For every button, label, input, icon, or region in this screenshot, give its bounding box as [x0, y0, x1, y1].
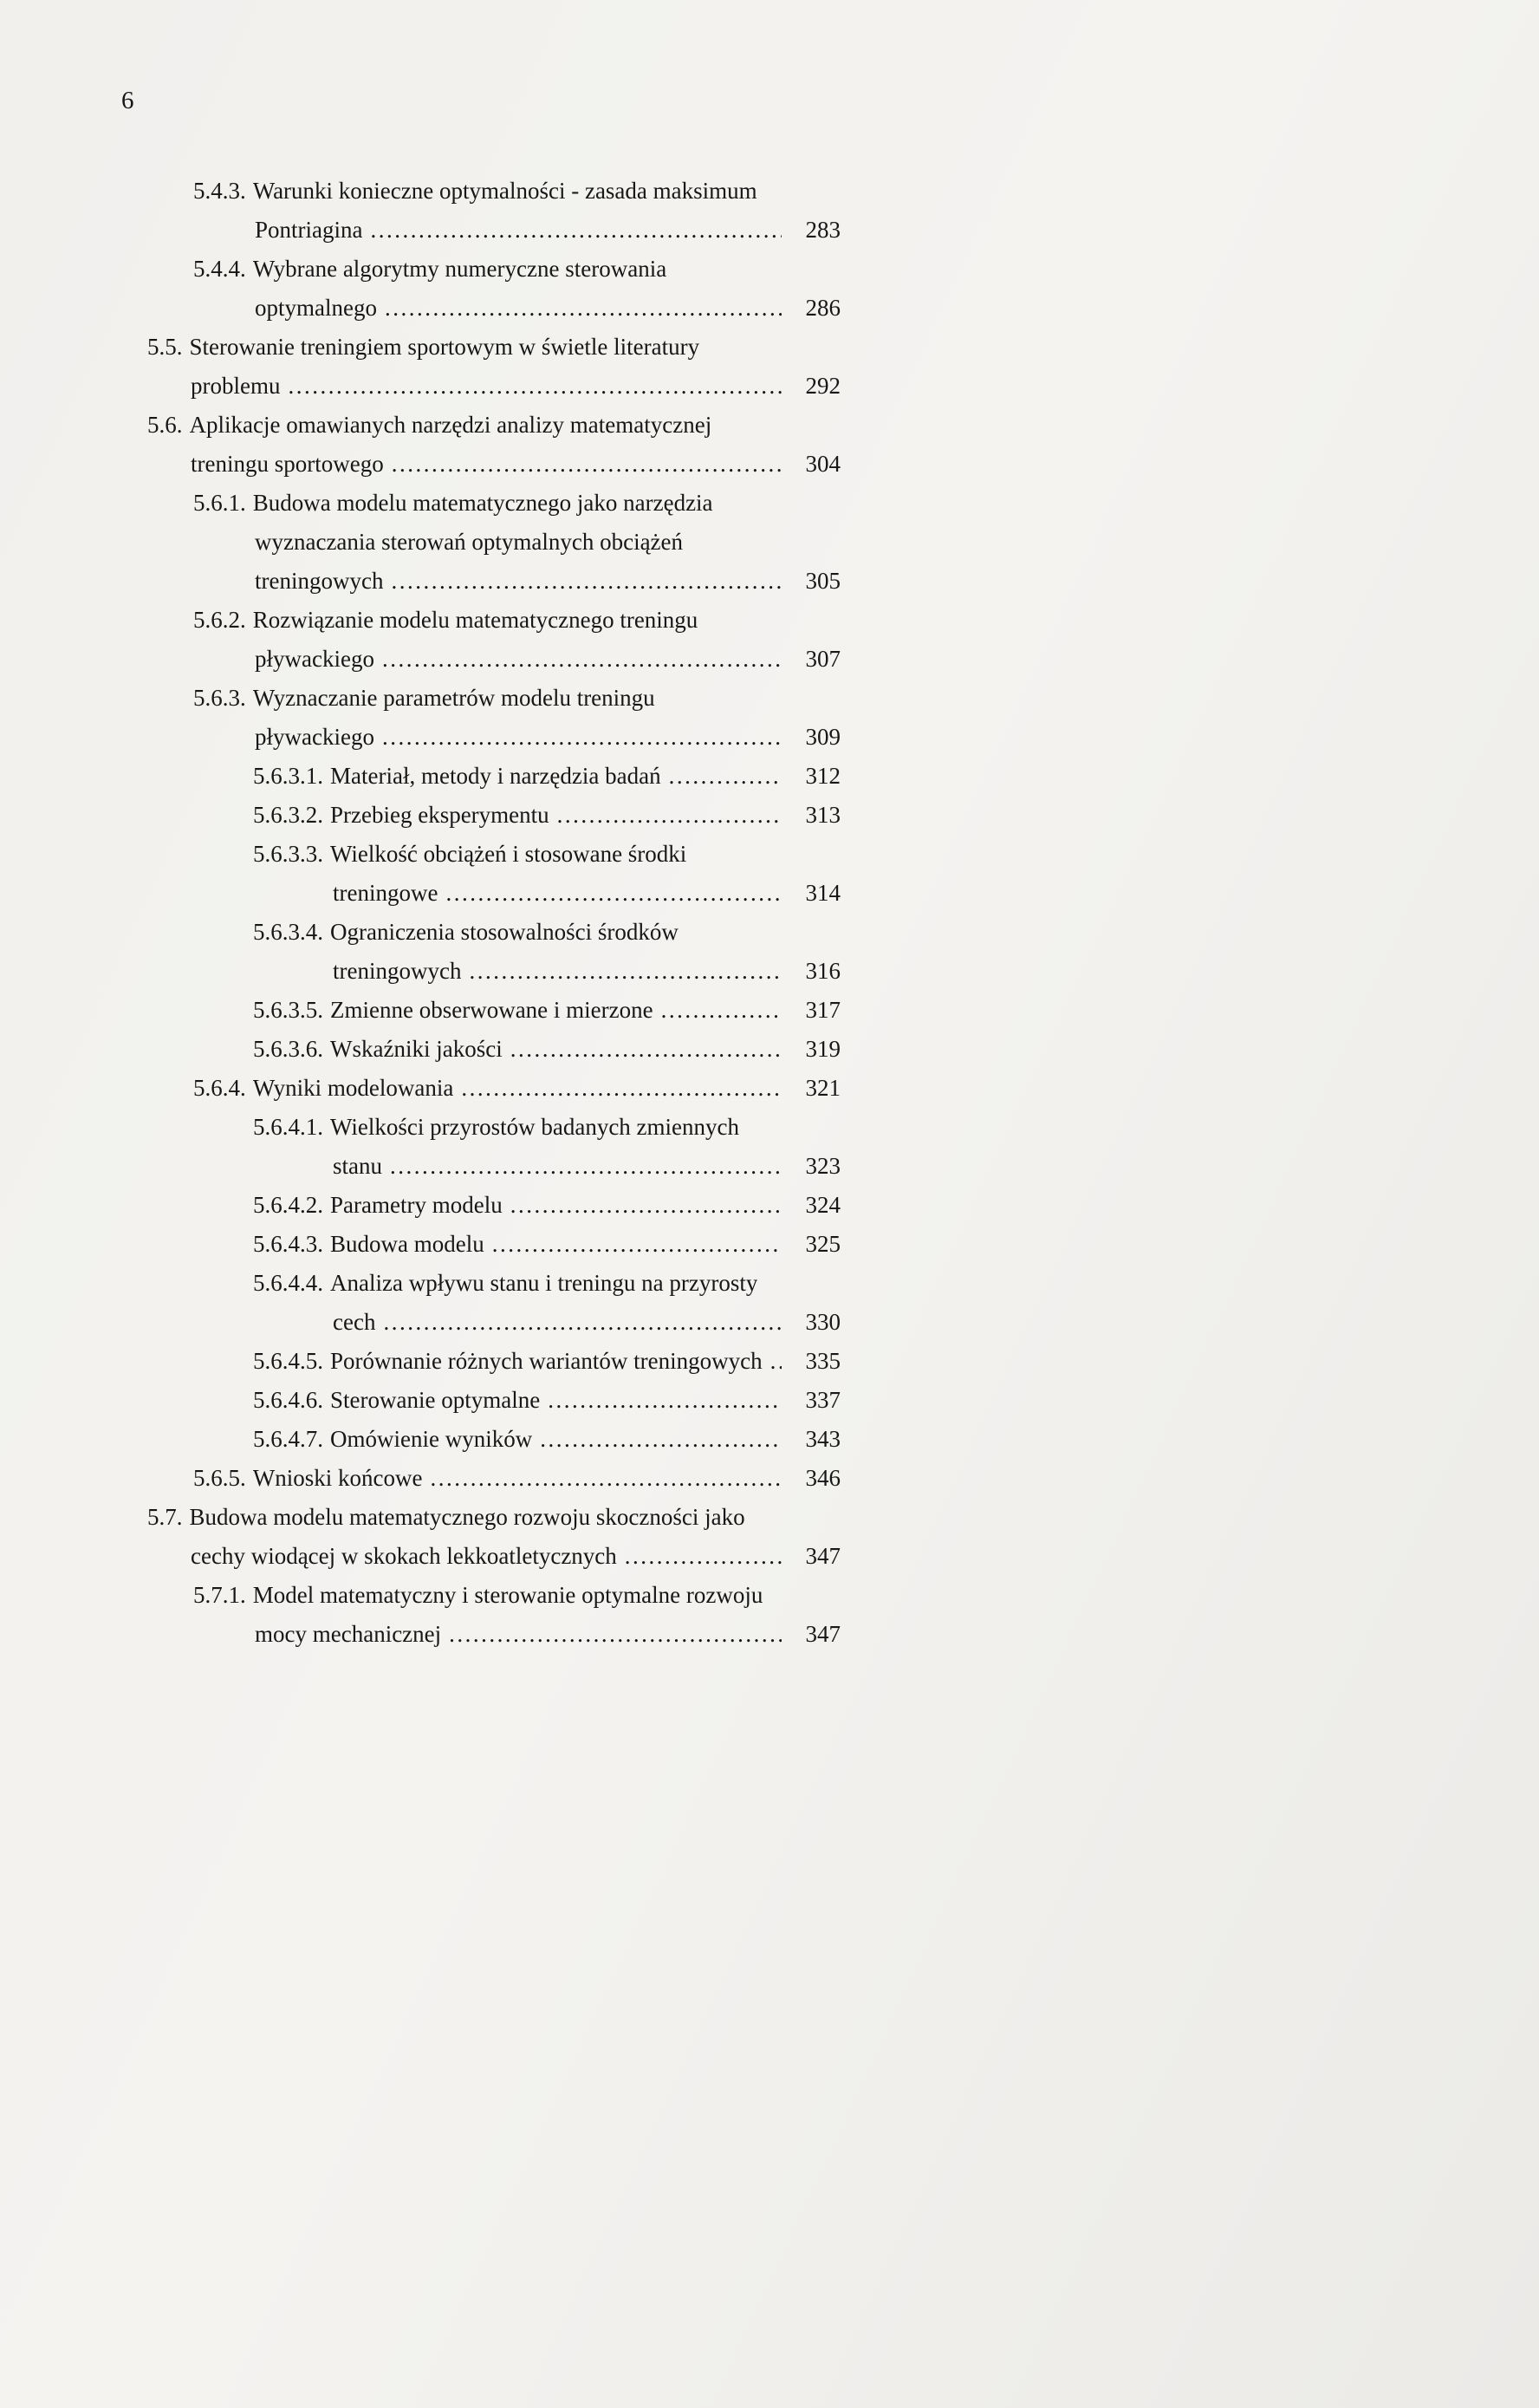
dot-leader — [445, 874, 782, 913]
toc-page-ref: 309 — [805, 724, 841, 750]
toc-line — [147, 289, 841, 328]
toc-page-ref: 292 — [805, 373, 841, 399]
toc-page-ref: 347 — [805, 1543, 841, 1569]
dot-leader — [390, 1147, 782, 1186]
toc-line — [147, 328, 841, 367]
toc-entry — [147, 328, 841, 406]
toc-entry — [147, 1459, 841, 1498]
toc-entry-number: 5.6.1. — [193, 490, 246, 516]
toc-entry-title: Sterowanie treningiem sportowym w świetle literatury — [189, 334, 700, 360]
toc-entry-number: 5.6.4.3. — [253, 1231, 323, 1257]
toc-page-ref: 335 — [805, 1348, 841, 1374]
toc-page-ref: 319 — [805, 1036, 841, 1062]
toc-line — [147, 1537, 841, 1576]
toc-entry-number: 5.6.4.1. — [253, 1114, 323, 1140]
toc-entry-title: Rozwiązanie modelu matematycznego treningu — [252, 607, 698, 633]
toc-page-ref: 286 — [805, 295, 841, 321]
toc-entry-title: Materiał, metody i narzędzia badań — [330, 763, 661, 789]
dot-leader — [469, 952, 782, 991]
toc-line — [147, 1459, 841, 1498]
toc-line — [147, 1615, 841, 1654]
toc-entry-title: Wybrane algorytmy numeryczne sterowania — [252, 256, 667, 282]
toc-entry-title: Budowa modelu matematycznego jako narzędzia — [252, 490, 713, 516]
toc-entry — [147, 250, 841, 328]
toc-line — [147, 679, 841, 718]
toc-line — [147, 913, 841, 952]
dot-leader — [625, 1537, 782, 1576]
toc-page-ref: 337 — [805, 1387, 841, 1413]
dot-leader — [557, 796, 782, 835]
toc-entry — [147, 757, 841, 796]
toc-page-ref: 316 — [805, 958, 841, 984]
toc-entry-title: problemu — [191, 373, 281, 399]
toc-entry-number: 5.6.3.1. — [253, 763, 323, 789]
toc-entry-title: Aplikacje omawianych narzędzi analizy matematycznej — [189, 412, 712, 438]
toc-line — [147, 1576, 841, 1615]
toc-entry-title: mocy mechanicznej — [255, 1621, 442, 1647]
dot-leader — [461, 1069, 782, 1108]
dot-leader — [382, 718, 782, 757]
dot-leader — [540, 1420, 782, 1459]
toc-line — [147, 757, 841, 796]
toc-page-ref: 313 — [805, 802, 841, 828]
toc-entry-title: cechy wiodącej w skokach lekkoatletycznych — [191, 1543, 617, 1569]
toc-page-ref: 312 — [805, 763, 841, 789]
toc-entry-number: 5.6.3.4. — [253, 919, 323, 945]
toc-entry-number: 5.6.4.4. — [253, 1270, 323, 1296]
toc-entry — [147, 1576, 841, 1654]
toc-line — [147, 172, 841, 211]
toc-line — [147, 523, 841, 562]
toc-line — [147, 874, 841, 913]
toc-page-ref: 283 — [805, 217, 841, 243]
toc-line — [147, 250, 841, 289]
toc-line — [147, 1381, 841, 1420]
toc-entry-title: Przebieg eksperymentu — [330, 802, 549, 828]
toc-entry-title: Pontriagina — [255, 217, 363, 243]
toc-line — [147, 1030, 841, 1069]
toc-line — [147, 796, 841, 835]
toc-entry — [147, 1186, 841, 1225]
toc-entry-title: Model matematyczny i sterowanie optymalne rozwoju — [252, 1582, 763, 1608]
toc-line — [147, 1420, 841, 1459]
dot-leader — [430, 1459, 782, 1498]
page-number: 6 — [121, 87, 134, 114]
dot-leader — [370, 211, 782, 250]
toc-entry-number: 5.6.3.2. — [253, 802, 323, 828]
toc-line — [147, 1498, 841, 1537]
dot-leader — [392, 445, 782, 484]
toc-page-ref: 325 — [805, 1231, 841, 1257]
toc-line — [147, 445, 841, 484]
toc-entry-title: pływackiego — [255, 724, 374, 750]
toc-entry — [147, 1264, 841, 1342]
dot-leader — [385, 289, 782, 328]
toc-entry — [147, 1420, 841, 1459]
dot-leader — [770, 1342, 782, 1381]
toc-entry-number: 5.6.4.2. — [253, 1192, 323, 1218]
toc-line — [147, 1147, 841, 1186]
toc-line — [147, 367, 841, 406]
toc-entry — [147, 1030, 841, 1069]
toc-entry-title: Wyniki modelowania — [252, 1075, 454, 1101]
toc-line — [147, 1069, 841, 1108]
toc-entry-title: Budowa modelu matematycznego rozwoju skoczności jako — [189, 1504, 745, 1530]
toc-entry — [147, 1225, 841, 1264]
toc-line — [147, 211, 841, 250]
toc-page-ref: 305 — [805, 568, 841, 594]
toc-entry-title: Warunki konieczne optymalności - zasada maksimum — [252, 178, 757, 204]
dot-leader — [661, 991, 782, 1030]
toc-line — [147, 1342, 841, 1381]
toc-line — [147, 952, 841, 991]
toc-line — [147, 484, 841, 523]
toc-line — [147, 1108, 841, 1147]
toc-page-ref: 346 — [805, 1465, 841, 1491]
toc — [147, 172, 841, 1654]
toc-entry-title: treningowych — [255, 568, 384, 594]
toc-line — [147, 1225, 841, 1264]
toc-entry-number: 5.7.1. — [193, 1582, 246, 1608]
toc-entry — [147, 1381, 841, 1420]
dot-leader — [510, 1030, 782, 1069]
toc-entry — [147, 1069, 841, 1108]
toc-line — [147, 1186, 841, 1225]
toc-line — [147, 562, 841, 601]
toc-line — [147, 991, 841, 1030]
toc-entry — [147, 601, 841, 679]
toc-entry-title: Wielkość obciążeń i stosowane środki — [330, 841, 687, 867]
dot-leader — [510, 1186, 782, 1225]
toc-entry-number: 5.6. — [147, 412, 183, 438]
toc-entry-number: 5.6.2. — [193, 607, 246, 633]
toc-entry — [147, 1498, 841, 1576]
toc-page-ref: 307 — [805, 646, 841, 672]
toc-entry — [147, 406, 841, 484]
toc-entry-title: Ograniczenia stosowalności środków — [330, 919, 679, 945]
toc-entry — [147, 484, 841, 601]
toc-line — [147, 1264, 841, 1303]
toc-entry — [147, 679, 841, 757]
toc-entry-title: treningowych — [333, 958, 462, 984]
toc-entry-title: Wskaźniki jakości — [330, 1036, 503, 1062]
toc-entry-number: 5.6.3.5. — [253, 997, 323, 1023]
toc-entry-number: 5.4.4. — [193, 256, 246, 282]
toc-entry — [147, 172, 841, 250]
toc-entry-title: Analiza wpływu stanu i treningu na przyrosty — [330, 1270, 758, 1296]
toc-entry-number: 5.6.5. — [193, 1465, 246, 1491]
toc-entry-title: Omówienie wyników — [330, 1426, 533, 1452]
toc-line — [147, 718, 841, 757]
toc-entry-title: wyznaczania sterowań optymalnych obciążeń — [255, 529, 684, 555]
toc-entry-title: Sterowanie optymalne — [330, 1387, 541, 1413]
toc-entry-number: 5.7. — [147, 1504, 183, 1530]
toc-page-ref: 323 — [805, 1153, 841, 1179]
toc-entry — [147, 1108, 841, 1186]
toc-entry-title: stanu — [333, 1153, 382, 1179]
toc-entry-number: 5.6.3.6. — [253, 1036, 323, 1062]
toc-entry-title: pływackiego — [255, 646, 374, 672]
toc-line — [147, 601, 841, 640]
toc-entry-title: cech — [333, 1309, 376, 1335]
toc-entry-number: 5.6.3. — [193, 685, 246, 711]
toc-entry-title: Zmienne obserwowane i mierzone — [330, 997, 653, 1023]
toc-entry-title: Wyznaczanie parametrów modelu treningu — [252, 685, 655, 711]
dot-leader — [449, 1615, 782, 1654]
toc-entry-number: 5.5. — [147, 334, 183, 360]
toc-page-ref: 324 — [805, 1192, 841, 1218]
toc-page-ref: 321 — [805, 1075, 841, 1101]
dot-leader — [492, 1225, 782, 1264]
toc-page-ref: 304 — [805, 451, 841, 477]
toc-entry-title: Wielkości przyrostów badanych zmiennych — [330, 1114, 740, 1140]
toc-entry-title: Porównanie różnych wariantów treningowych — [330, 1348, 763, 1374]
dot-leader — [391, 562, 782, 601]
toc-entry-title: Parametry modelu — [330, 1192, 503, 1218]
toc-page-ref: 330 — [805, 1309, 841, 1335]
toc-page-ref: 317 — [805, 997, 841, 1023]
toc-entry-number: 5.6.4. — [193, 1075, 246, 1101]
toc-entry-number: 5.4.3. — [193, 178, 246, 204]
toc-page-ref: 343 — [805, 1426, 841, 1452]
toc-entry — [147, 796, 841, 835]
toc-entry-number: 5.6.4.7. — [253, 1426, 323, 1452]
dot-leader — [383, 1303, 782, 1342]
toc-page-ref: 347 — [805, 1621, 841, 1647]
toc-entry-title: Wnioski końcowe — [252, 1465, 423, 1491]
dot-leader — [382, 640, 782, 679]
toc-entry-title: treningowe — [333, 880, 438, 906]
dot-leader — [288, 367, 782, 406]
toc-line — [147, 1303, 841, 1342]
toc-entry — [147, 991, 841, 1030]
toc-entry — [147, 1342, 841, 1381]
toc-entry-number: 5.6.4.5. — [253, 1348, 323, 1374]
toc-page-ref: 314 — [805, 880, 841, 906]
dot-leader — [548, 1381, 782, 1420]
toc-line — [147, 835, 841, 874]
toc-entry — [147, 913, 841, 991]
toc-entry-title: Budowa modelu — [330, 1231, 484, 1257]
toc-line — [147, 406, 841, 445]
dot-leader — [669, 757, 782, 796]
toc-entry-title: treningu sportowego — [191, 451, 384, 477]
toc-entry-number: 5.6.3.3. — [253, 841, 323, 867]
toc-entry-number: 5.6.4.6. — [253, 1387, 323, 1413]
toc-entry — [147, 835, 841, 913]
toc-entry-title: optymalnego — [255, 295, 377, 321]
toc-line — [147, 640, 841, 679]
